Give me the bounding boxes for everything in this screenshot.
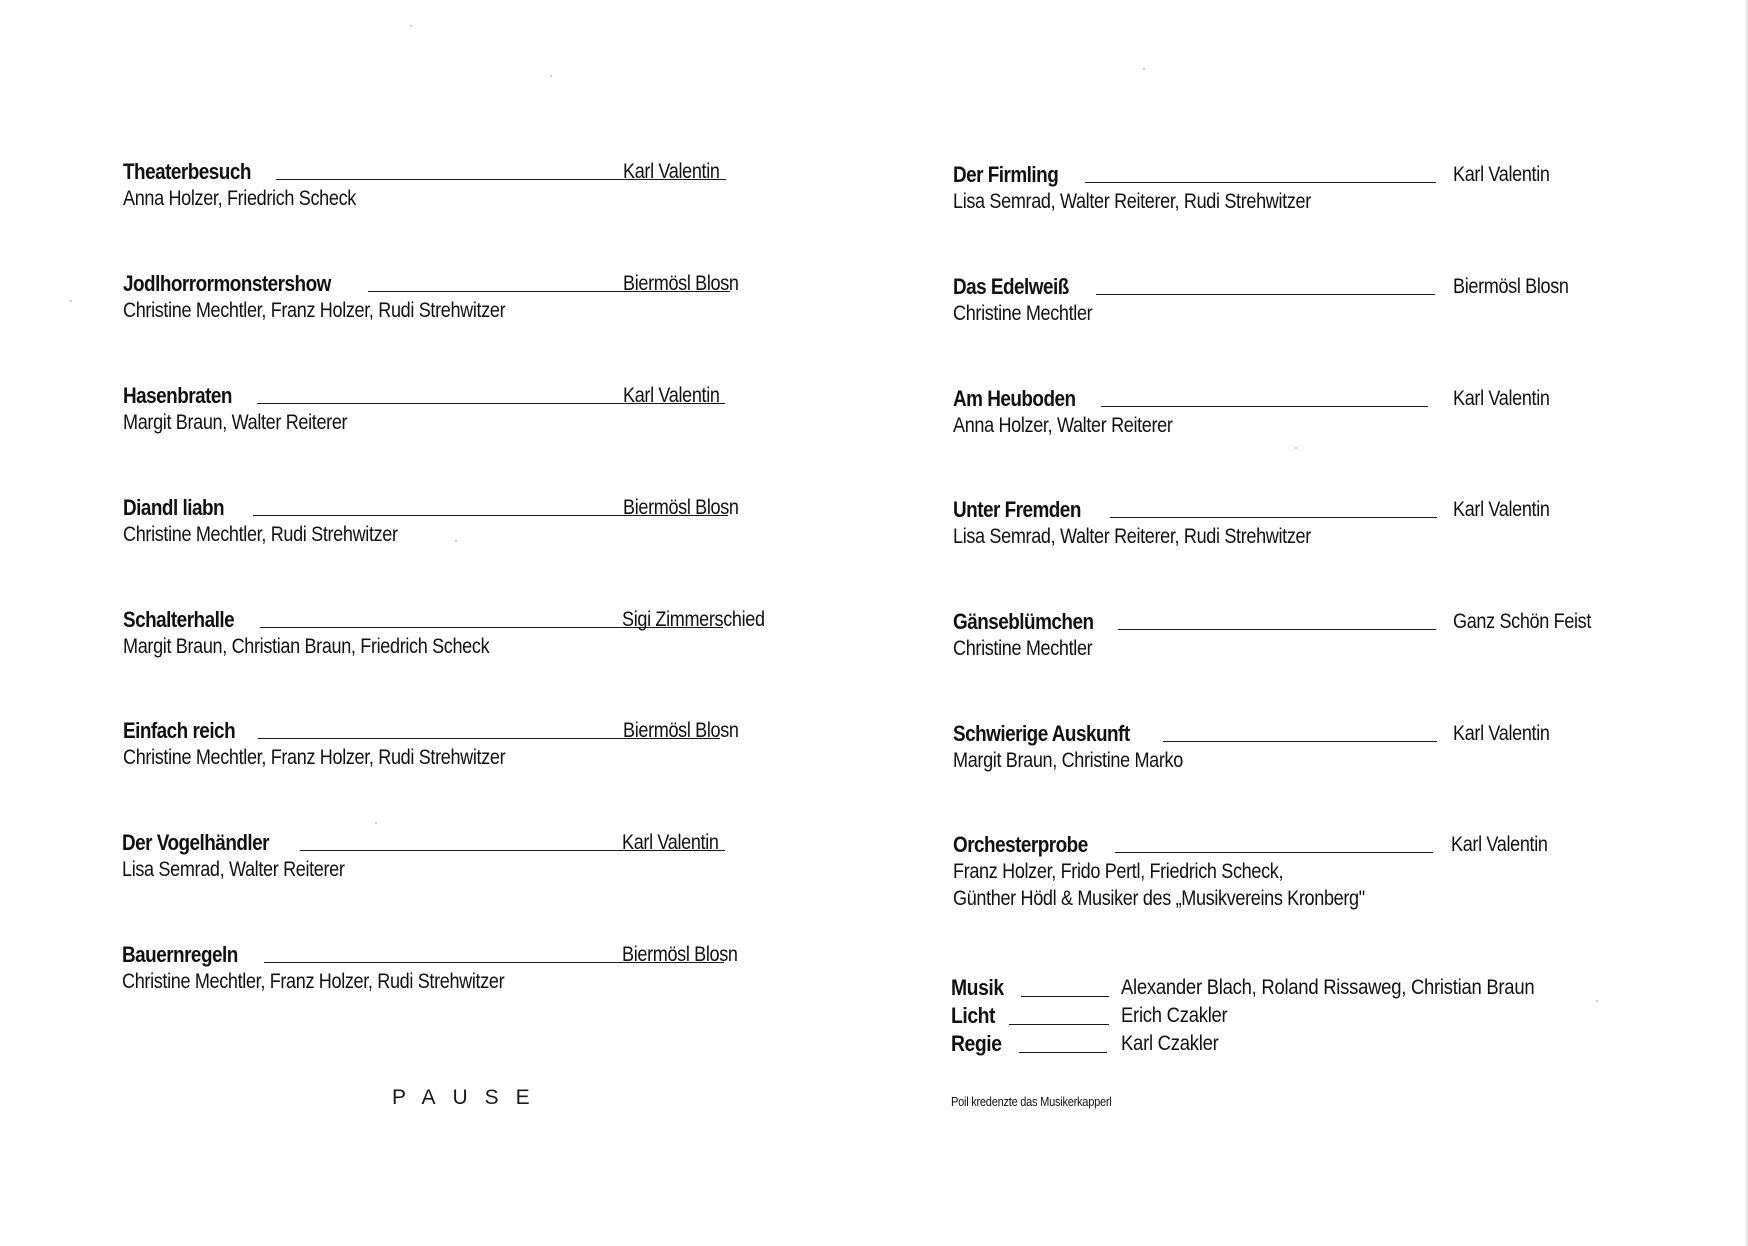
item-cast: Margit Braun, Christian Braun, Friedrich Scheck [123,635,490,658]
item-author: Biermösl Blosn [622,943,738,966]
item-title: Jodlhorrormonstershow [123,271,331,296]
program-item [123,718,803,778]
scan-speck [1295,447,1297,449]
program-item [953,832,1653,922]
item-author: Karl Valentin [1453,498,1550,521]
item-author: Sigi Zimmerschied [622,608,765,631]
item-title: Das Edelweiß [953,274,1069,299]
item-cast: Christine Mechtler, Franz Holzer, Rudi Strehwitzer [122,970,505,993]
item-title: Schwierige Auskunft [953,721,1130,746]
item-cast: Franz Holzer, Frido Pertl, Friedrich Scheck, [953,860,1284,883]
program-item [122,942,802,1002]
program-item [123,607,803,667]
item-author: Biermösl Blosn [1453,275,1569,298]
credit-label: Musik [951,975,1004,1000]
item-cast: Christine Mechtler [953,637,1093,660]
scan-speck [1596,1000,1598,1002]
item-cast: Lisa Semrad, Walter Reiterer [122,858,345,881]
item-author: Ganz Schön Feist [1453,610,1592,633]
program-item [122,830,802,890]
item-title: Diandl liabn [123,495,225,520]
leader-line [1019,1052,1107,1053]
credit-value: Karl Czakler [1121,1032,1219,1055]
intermission-label: PAUSE [392,1086,547,1109]
item-title: Der Firmling [953,162,1059,187]
item-author: Biermösl Blosn [623,719,739,742]
leader-line [1101,406,1428,407]
scan-speck [375,822,377,824]
item-title: Theaterbesuch [123,159,251,184]
item-author: Karl Valentin [622,831,719,854]
item-cast: Günther Hödl & Musiker des „Musikvereins Kronberg" [953,887,1365,910]
item-title: Unter Fremden [953,497,1081,522]
program-item [953,162,1653,222]
item-title: Orchesterprobe [953,832,1088,857]
item-cast: Anna Holzer, Walter Reiterer [953,414,1173,437]
item-title: Hasenbraten [123,383,232,408]
program-item [123,383,803,443]
item-author: Karl Valentin [623,384,720,407]
item-cast: Christine Mechtler, Rudi Strehwitzer [123,523,398,546]
program-item [123,271,803,331]
item-cast: Anna Holzer, Friedrich Scheck [123,187,356,210]
credit-label: Licht [951,1003,996,1028]
program-item [123,159,803,219]
scan-speck [455,540,457,542]
program-item [953,386,1653,446]
item-cast: Christine Mechtler, Franz Holzer, Rudi Strehwitzer [123,746,506,769]
item-title: Einfach reich [123,718,236,743]
item-cast: Margit Braun, Walter Reiterer [123,411,348,434]
program-item [953,497,1653,557]
program-item [953,274,1653,334]
leader-line [1110,517,1437,518]
scan-speck [550,75,552,77]
leader-line [1163,741,1437,742]
program-item [953,609,1653,669]
item-author: Karl Valentin [1453,387,1550,410]
item-title: Schalterhalle [123,607,235,632]
leader-line [1115,852,1433,853]
program-item [123,495,803,555]
item-cast: Christine Mechtler, Franz Holzer, Rudi Strehwitzer [123,299,506,322]
scan-speck [1143,68,1145,70]
credit-value: Erich Czakler [1121,1004,1228,1027]
leader-line [1009,1024,1109,1025]
item-author: Karl Valentin [623,160,720,183]
leader-line [1118,629,1436,630]
item-author: Karl Valentin [1451,833,1548,856]
item-author: Karl Valentin [1453,163,1550,186]
footnote: Poil kredenzte das Musikerkapperl [951,1094,1112,1109]
program-item [953,721,1653,781]
scan-speck [70,300,72,302]
item-title: Gänseblümchen [953,609,1094,634]
item-title: Der Vogelhändler [122,830,270,855]
item-title: Am Heuboden [953,386,1076,411]
leader-line [1096,294,1435,295]
credit-label: Regie [951,1031,1002,1056]
scan-speck [410,25,412,27]
credit-value: Alexander Blach, Roland Rissaweg, Christian Braun [1121,976,1535,999]
item-cast: Lisa Semrad, Walter Reiterer, Rudi Strehwitzer [953,525,1311,548]
leader-line [1085,182,1436,183]
item-cast: Lisa Semrad, Walter Reiterer, Rudi Strehwitzer [953,190,1311,213]
leader-line [1021,996,1109,997]
item-cast: Margit Braun, Christine Marko [953,749,1183,772]
item-title: Bauernregeln [122,942,238,967]
item-author: Biermösl Blosn [623,496,739,519]
item-author: Biermösl Blosn [623,272,739,295]
item-author: Karl Valentin [1453,722,1550,745]
item-cast: Christine Mechtler [953,302,1093,325]
